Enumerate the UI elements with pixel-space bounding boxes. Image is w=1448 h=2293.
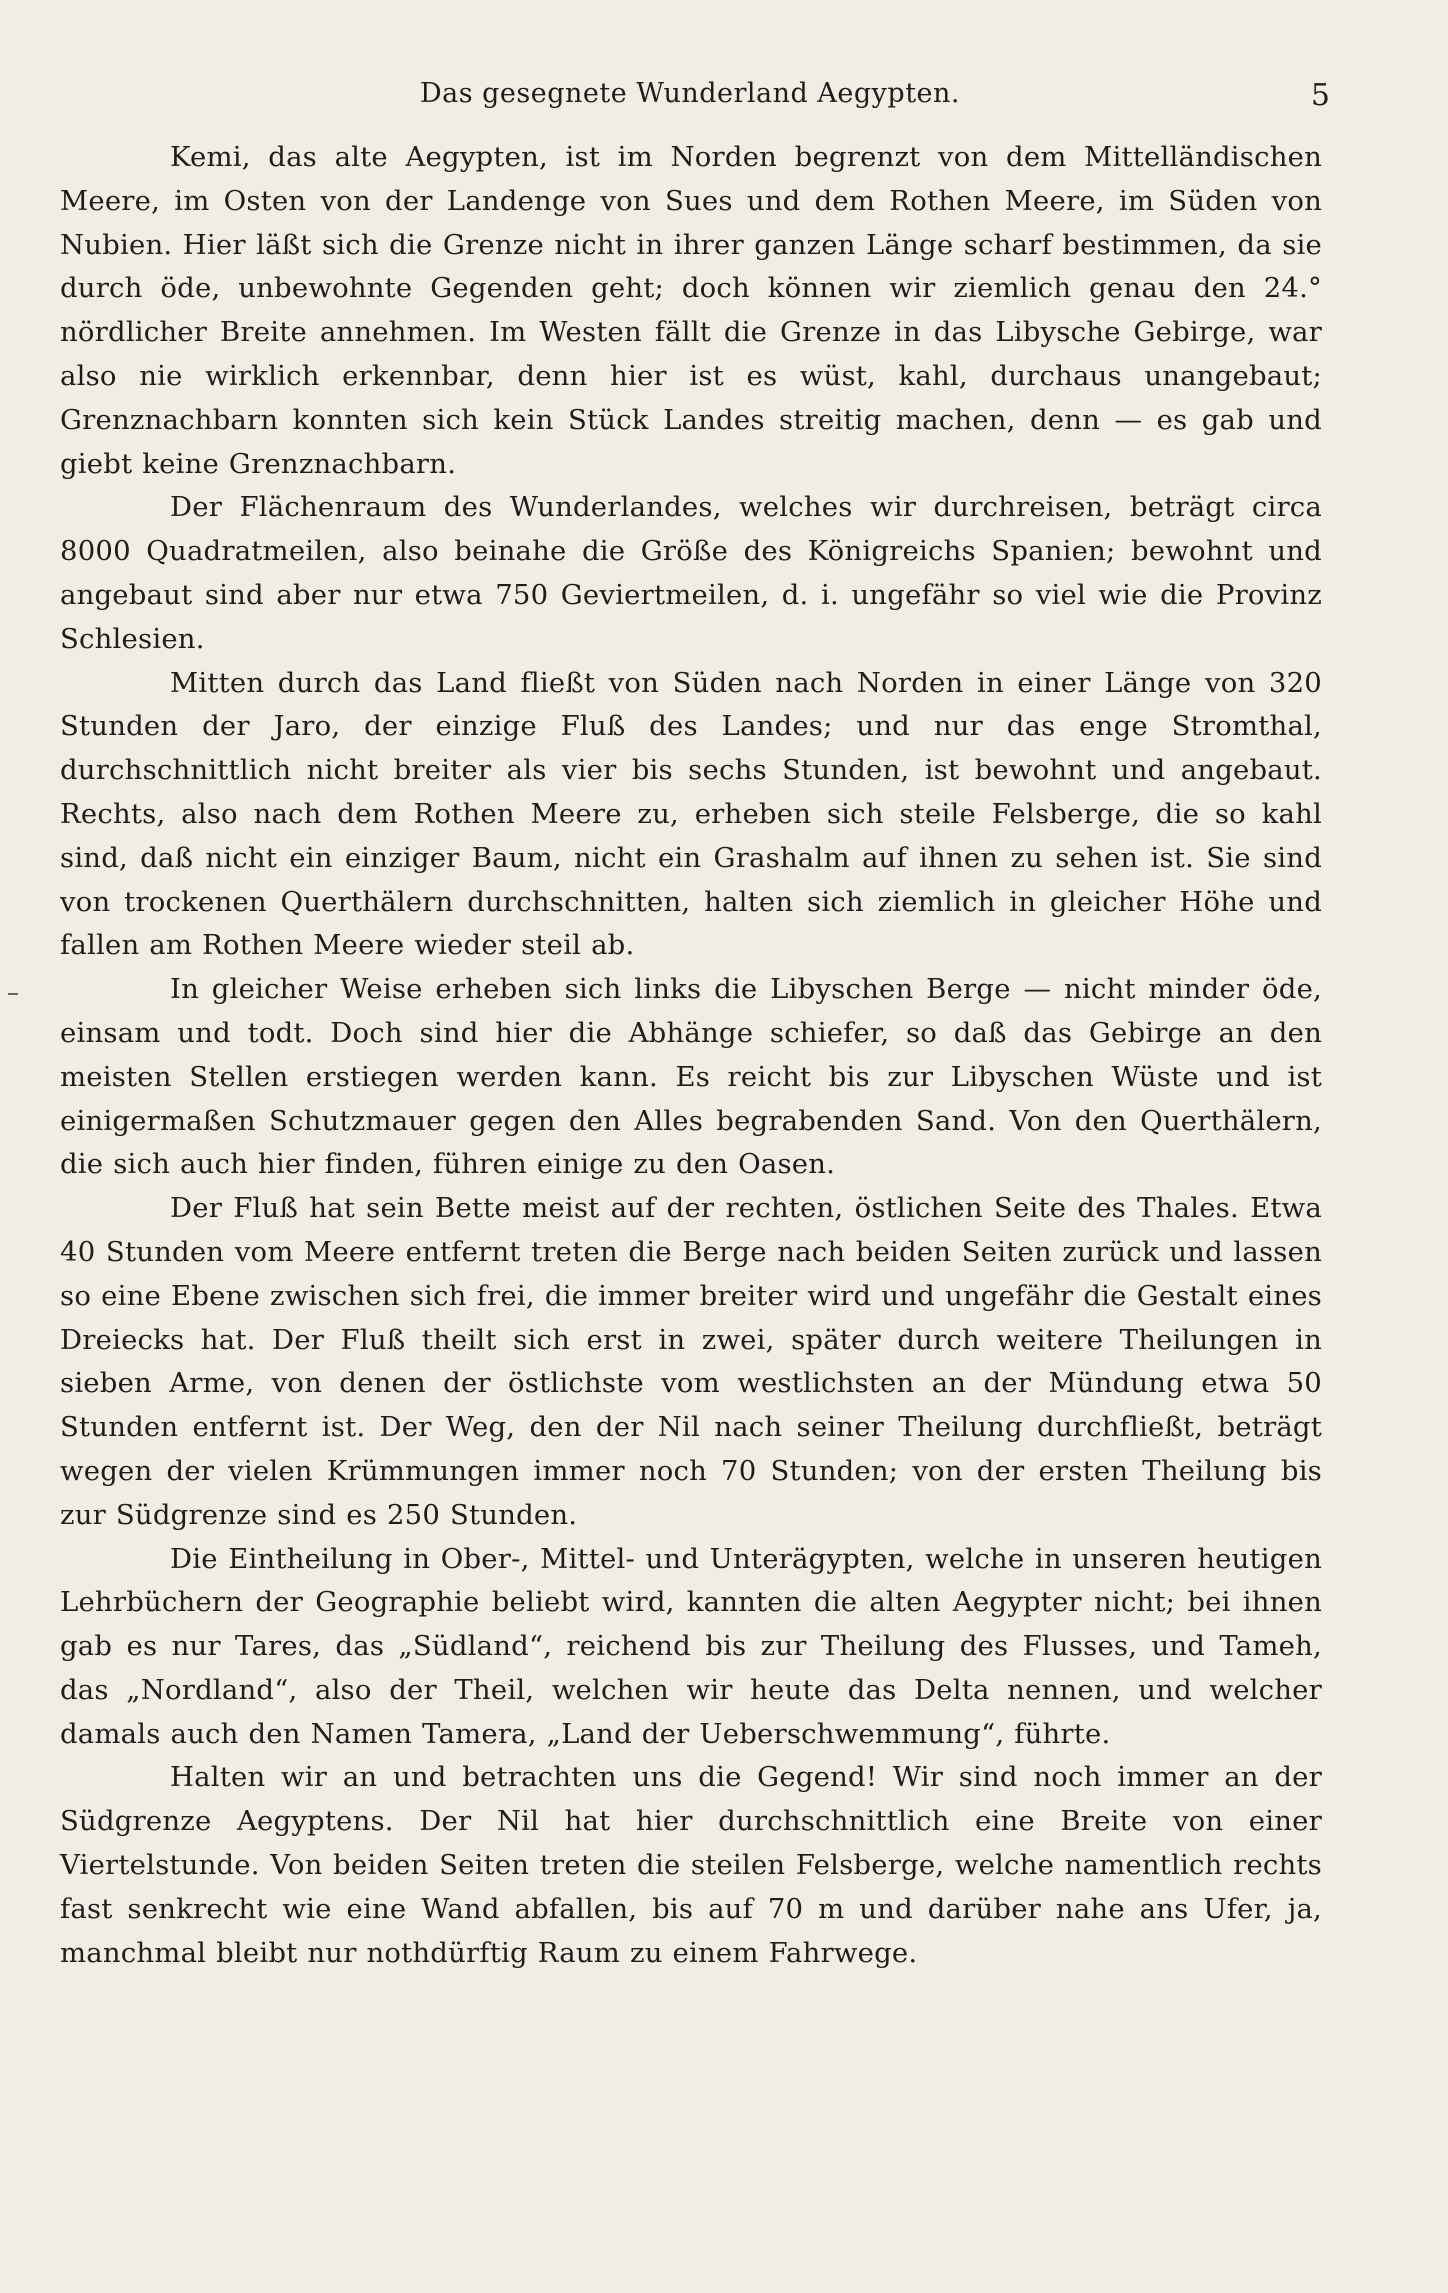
paragraph-borders: Kemi, das alte Aegypten, ist im Norden begrenzt von dem Mittelländischen Meere, im Osten von der Landenge von Sues und dem Rothen Meere, im Süden von Nubien. Hier läßt sich die Grenze nicht in ihrer ganzen Länge scharf bestimmen, da sie durch öde, unbewohnte Gegenden geht; doch können wir ziemlich genau den 24.° nördlicher Breite annehmen. Im Westen fällt die Grenze in das Libysche Gebirge, war also nie wirklich erkennbar, denn hier ist es wüst, kahl, durchaus unangebaut; Grenznachbarn konnten sich kein Stück Landes streitig machen, denn — es gab und giebt keine Grenznachbarn. xyxy=(60,141,1322,480)
margin-mark xyxy=(8,993,18,995)
body-text xyxy=(60,136,1322,1975)
running-header xyxy=(60,74,1330,114)
page-number: 5 xyxy=(1310,78,1330,113)
paragraph-river-course: Der Fluß hat sein Bette meist auf der rechten, östlichen Seite des Thales. Etwa 40 Stunden vom Meere entfernt treten die Berge nach beiden Seiten zurück und lassen so eine Ebene zwischen sich frei, die immer breiter wird und ungefähr die Gestalt eines Dreiecks hat. Der Fluß theilt sich erst in zwei, später durch weitere Theilungen in sieben Arme, von denen der östlichste vom westlichsten an der Mündung etwa 50 Stunden entfernt ist. Der Weg, den der Nil nach seiner Theilung durchfließt, beträgt wegen der vielen Krümmungen immer noch 70 Stunden; von der ersten Theilung bis zur Südgrenze sind es 250 Stunden. xyxy=(60,1192,1322,1531)
running-title: Das gesegnete Wunderland Aegypten. xyxy=(419,78,961,109)
paragraph-libyan-mountains: In gleicher Weise erheben sich links die Libyschen Berge — nicht minder öde, einsam und todt. Doch sind hier die Abhänge schiefer, so daß das Gebirge an den meisten Stellen erstiegen werden kann. Es reicht bis zur Libyschen Wüste und ist einigermaßen Schutzmauer gegen den Alles begrabenden Sand. Von den Querthälern, die sich auch hier finden, führen einige zu den Oasen. xyxy=(60,973,1322,1181)
paragraph-river-valley: Mitten durch das Land fließt von Süden nach Norden in einer Länge von 320 Stunden der Jaro, der einzige Fluß des Landes; und nur das enge Stromthal, durchschnittlich nicht breiter als vier bis sechs Stunden, ist bewohnt und angebaut. Rechts, also nach dem Rothen Meere zu, erheben sich steile Felsberge, die so kahl sind, daß nicht ein einziger Baum, nicht ein Grashalm auf ihnen zu sehen ist. Sie sind von trockenen Querthälern durchschnitten, halten sich ziemlich in gleicher Höhe und fallen am Rothen Meere wieder steil ab. xyxy=(60,666,1322,962)
paragraph-division: Die Eintheilung in Ober-, Mittel- und Unterägypten, welche in unseren heutigen Lehrbüchern der Geographie beliebt wird, kannten die alten Aegypter nicht; bei ihnen gab es nur Tares, das „Südland“, reichend bis zur Theilung des Flusses, und Tameh, das „Nordland“, also der Theil, welchen wir heute das Delta nennen, und welcher damals auch den Namen Tamera, „Land der Ueberschwemmung“, führte. xyxy=(60,1542,1322,1750)
paragraph-area: Der Flächenraum des Wunderlandes, welches wir durchreisen, beträgt circa 8000 Quadratmeilen, also beinahe die Größe des Königreichs Spanien; bewohnt und angebaut sind aber nur etwa 750 Geviertmeilen, d. i. ungefähr so viel wie die Provinz Schlesien. xyxy=(60,491,1322,655)
paragraph-southern-border: Halten wir an und betrachten uns die Gegend! Wir sind noch immer an der Südgrenze Aegyptens. Der Nil hat hier durchschnittlich eine Breite von einer Viertelstunde. Von beiden Seiten treten die steilen Felsberge, welche namentlich rechts fast senkrecht wie eine Wand abfallen, bis auf 70 m und darüber nahe ans Ufer, ja, manchmal bleibt nur nothdürftig Raum zu einem Fahrwege. xyxy=(60,1761,1322,1969)
